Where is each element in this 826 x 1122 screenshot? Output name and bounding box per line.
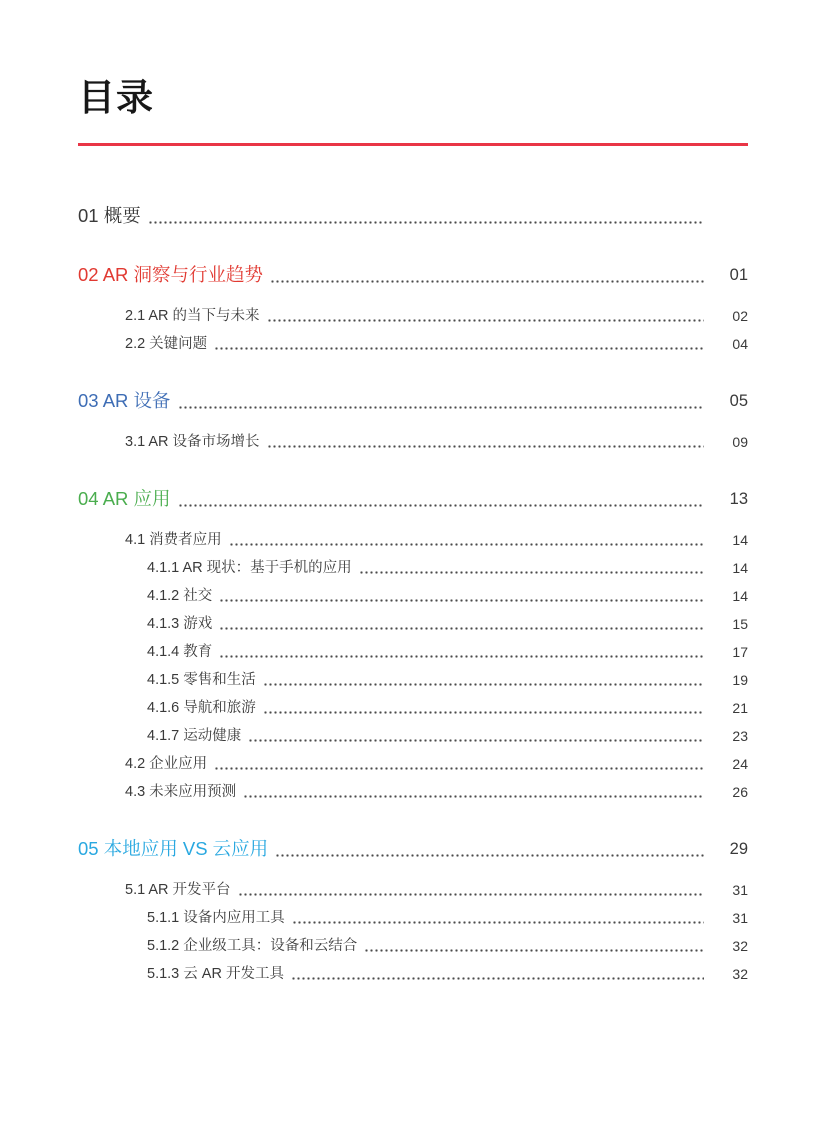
toc-entry[interactable] xyxy=(78,613,748,635)
toc-entry-label: 2.2 关键问题 xyxy=(125,335,208,352)
dot-leader xyxy=(267,445,704,448)
toc-entry-page: 14 xyxy=(732,587,748,604)
toc-entry[interactable] xyxy=(78,388,748,414)
dot-leader xyxy=(275,854,704,857)
dot-leader xyxy=(359,571,704,574)
toc-entry-label: 4.1.6 导航和旅游 xyxy=(147,699,256,716)
toc-entry-label: 03 AR 设备 xyxy=(78,389,171,411)
dot-leader xyxy=(178,504,704,507)
toc-entry-page: 31 xyxy=(732,909,748,926)
dot-leader xyxy=(178,406,704,409)
toc-entry[interactable] xyxy=(78,697,748,719)
toc-entry-label: 04 AR 应用 xyxy=(78,487,171,509)
toc-entry-page: 14 xyxy=(732,559,748,576)
dot-leader xyxy=(238,893,704,896)
dot-leader xyxy=(292,921,704,924)
toc-entry-label: 4.2 企业应用 xyxy=(125,755,208,772)
toc-entry[interactable] xyxy=(78,963,748,985)
dot-leader xyxy=(364,949,704,952)
toc-entry[interactable] xyxy=(78,935,748,957)
toc-entry-page: 24 xyxy=(732,755,748,772)
dot-leader xyxy=(263,711,704,714)
toc-entry[interactable] xyxy=(78,753,748,775)
toc-entry[interactable] xyxy=(78,557,748,579)
toc-entry-page: 13 xyxy=(729,489,748,508)
toc-entry[interactable] xyxy=(78,907,748,929)
toc-entry-page: 01 xyxy=(729,265,748,284)
toc-entry-page: 02 xyxy=(732,307,748,324)
toc-entry[interactable] xyxy=(78,669,748,691)
toc-entry-label: 02 AR 洞察与行业趋势 xyxy=(78,263,264,285)
dot-leader xyxy=(219,655,704,658)
toc-entry-label: 3.1 AR 设备市场增长 xyxy=(125,433,260,450)
toc-entry-page: 29 xyxy=(729,839,748,858)
toc-entry[interactable] xyxy=(78,203,748,229)
dot-leader xyxy=(291,977,704,980)
toc-entry-label: 5.1 AR 开发平台 xyxy=(125,881,231,898)
toc-entry-page: 32 xyxy=(732,965,748,982)
toc-entry[interactable] xyxy=(78,333,748,355)
toc-entry-label: 4.1.3 游戏 xyxy=(147,615,213,632)
toc-list xyxy=(78,203,748,985)
toc-entry-page: 17 xyxy=(732,643,748,660)
toc-entry-label: 4.1 消费者应用 xyxy=(125,531,222,548)
toc-entry[interactable] xyxy=(78,781,748,803)
toc-entry-page: 19 xyxy=(732,671,748,688)
toc-entry-page: 05 xyxy=(729,391,748,410)
toc-entry[interactable] xyxy=(78,262,748,288)
toc-entry-label: 01 概要 xyxy=(78,204,141,226)
toc-entry-label: 5.1.2 企业级工具：设备和云结合 xyxy=(147,937,358,954)
dot-leader xyxy=(214,767,704,770)
toc-entry[interactable] xyxy=(78,879,748,901)
toc-entry-page: 31 xyxy=(732,881,748,898)
toc-entry[interactable] xyxy=(78,305,748,327)
toc-entry-page: 15 xyxy=(732,615,748,632)
dot-leader xyxy=(270,280,704,283)
toc-entry[interactable] xyxy=(78,836,748,862)
toc-entry-page xyxy=(706,203,748,229)
toc-entry[interactable] xyxy=(78,585,748,607)
dot-leader xyxy=(229,543,704,546)
toc-entry[interactable] xyxy=(78,529,748,551)
toc-page xyxy=(78,0,748,985)
toc-entry-page: 21 xyxy=(732,699,748,716)
page-title: 目录 xyxy=(78,77,154,118)
dot-leader xyxy=(219,599,704,602)
dot-leader xyxy=(214,347,704,350)
toc-entry-label: 2.1 AR 的当下与未来 xyxy=(125,307,260,324)
toc-entry-page: 09 xyxy=(732,433,748,450)
toc-entry[interactable] xyxy=(78,725,748,747)
toc-entry-label: 4.3 未来应用预测 xyxy=(125,783,237,800)
toc-entry-label: 4.1.2 社交 xyxy=(147,587,213,604)
toc-entry[interactable] xyxy=(78,641,748,663)
toc-entry-page: 14 xyxy=(732,531,748,548)
toc-entry-label: 5.1.3 云 AR 开发工具 xyxy=(147,965,284,982)
toc-entry-page: 23 xyxy=(732,727,748,744)
dot-leader xyxy=(263,683,704,686)
dot-leader xyxy=(243,795,704,798)
toc-entry-label: 4.1.7 运动健康 xyxy=(147,727,242,744)
toc-entry[interactable] xyxy=(78,431,748,453)
title-divider xyxy=(78,143,748,146)
toc-entry-label: 05 本地应用 VS 云应用 xyxy=(78,837,269,859)
dot-leader xyxy=(267,319,704,322)
toc-entry[interactable] xyxy=(78,486,748,512)
toc-entry-label: 4.1.4 教育 xyxy=(147,643,213,660)
dot-leader xyxy=(248,739,704,742)
dot-leader xyxy=(148,221,704,224)
toc-entry-label: 4.1.5 零售和生活 xyxy=(147,671,256,688)
toc-entry-page: 04 xyxy=(732,335,748,352)
dot-leader xyxy=(219,627,704,630)
toc-entry-label: 5.1.1 设备内应用工具 xyxy=(147,909,285,926)
toc-entry-page: 32 xyxy=(732,937,748,954)
toc-entry-page: 26 xyxy=(732,783,748,800)
toc-entry-label: 4.1.1 AR 现状：基于手机的应用 xyxy=(147,559,352,576)
